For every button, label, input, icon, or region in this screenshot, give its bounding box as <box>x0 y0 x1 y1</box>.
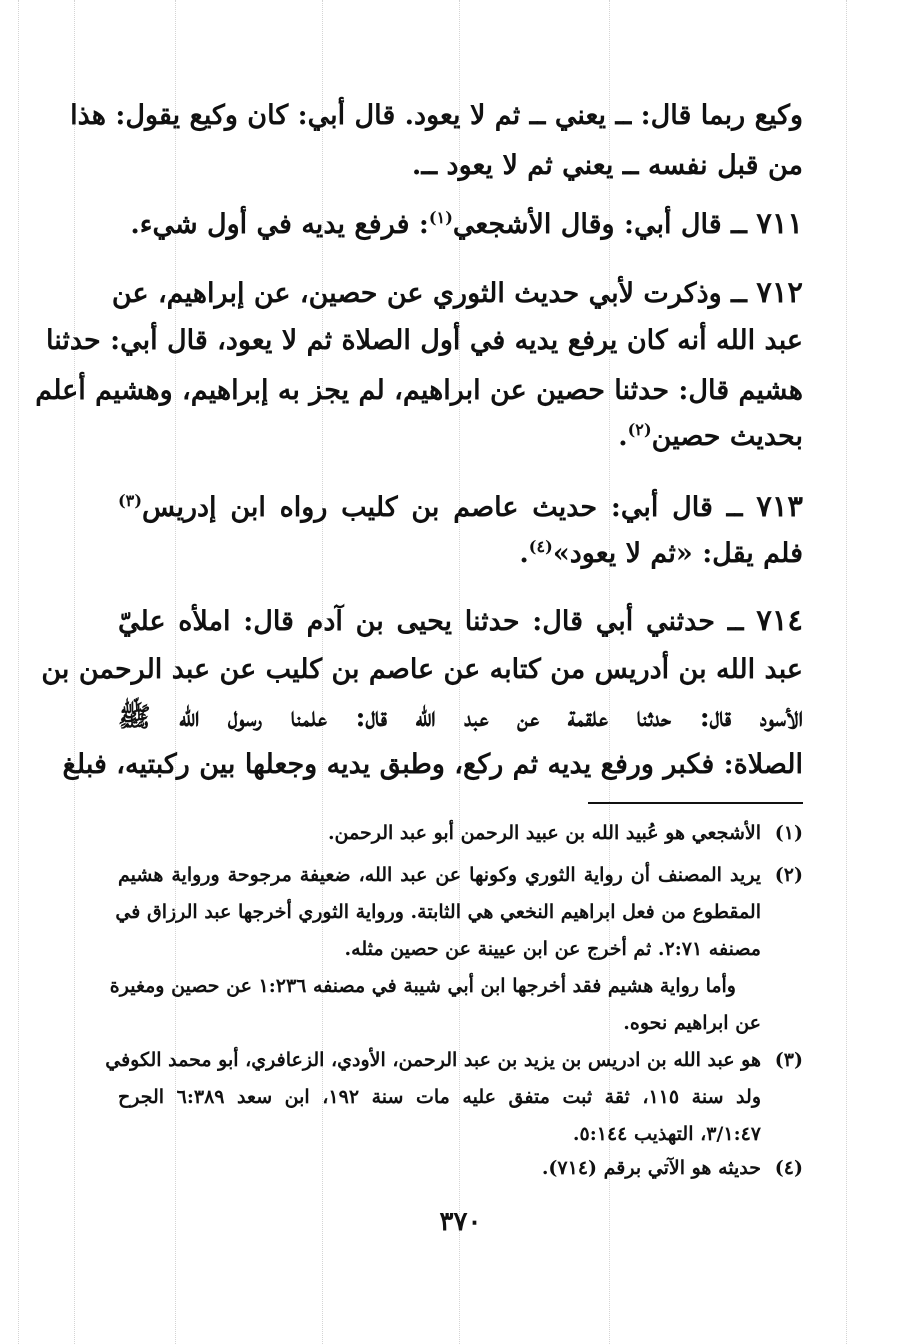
footnote-line: هو عبد الله بن ادريس بن يزيد بن عبد الرحمن، الأودي، الزعافري، أبو محمد الكوفي <box>105 1049 761 1071</box>
text-line: الأسود قال: حدثنا علقمة عن عبد الله قال: علمنا رسول الله ﷺ <box>118 702 803 733</box>
hadith-number: ٧١٢ <box>756 275 803 309</box>
text-line: هشيم قال: حدثنا حصين عن ابراهيم، لم يجز به إبراهيم، وهشيم أعلم <box>35 375 803 406</box>
text-line <box>118 417 803 457</box>
hadith-714 <box>118 600 803 642</box>
text-line: من قبل نفسه ــ يعني ثم لا يعود ــ. <box>411 150 803 181</box>
text-span: ــ وذكرت لأبي حديث الثوري عن حصين، عن إبراهيم، عن <box>111 278 747 309</box>
footnote-number: (١) <box>774 822 803 844</box>
text-span: . <box>519 538 529 569</box>
text-span: ــ حدثني أبي قال: حدثنا يحيى بن آدم قال: املأه عليّ <box>118 606 744 637</box>
text-span: ــ قال أبي: حديث عاصم بن كليب رواه ابن إدريس <box>142 492 743 523</box>
text-span: . <box>618 421 628 452</box>
page-number: ٣٧٠ <box>439 1207 482 1237</box>
footnote-line: وأما رواية هشيم فقد أخرجها ابن أبي شيبة في مصنفه ١:٢٣٦ عن حصين ومغيرة <box>109 975 736 997</box>
text-line: عبد الله أنه كان يرفع يديه في أول الصلاة ثم لا يعود، قال أبي: حدثنا <box>45 325 803 356</box>
text-span: : فرفع يديه في أول شيء. <box>130 209 429 240</box>
hadith-712 <box>111 272 803 314</box>
hadith-number: ٧١٤ <box>756 603 803 637</box>
footnote-number: (٤) <box>774 1157 803 1179</box>
footnote-line: ولد سنة ١١٥، ثقة ثبت متفق عليه مات سنة ١٩٢، ابن سعد ٦:٣٨٩ الجرح <box>118 1086 761 1108</box>
hadith-713 <box>118 486 803 528</box>
text-span: بحديث حصين <box>651 421 803 452</box>
footnote-line: حديثه هو الآتي برقم (٧١٤). <box>541 1157 761 1179</box>
hadith-711 <box>118 203 803 245</box>
footnote-line: الأشجعي هو عُبيد الله بن عبيد الرحمن أبو عبد الرحمن. <box>327 822 761 844</box>
footnote-number: (٣) <box>774 1049 803 1071</box>
footnote-line: عن ابراهيم نحوه. <box>623 1012 761 1034</box>
text-line: عبد الله بن أدريس من كتابه عن عاصم بن كليب عن عبد الرحمن بن <box>41 654 803 685</box>
text-line <box>118 534 803 574</box>
footnote-marker: (٤) <box>528 537 553 556</box>
hadith-number: ٧١٣ <box>756 489 804 523</box>
footnote-line: يريد المصنف أن رواية الثوري وكونها عن عبد الله، ضعيفة مرجوحة ورواية هشيم <box>118 864 761 886</box>
footnote-line: المقطوع من فعل ابراهيم النخعي هي الثابتة. ورواية الثوري أخرجها عبد الرزاق في <box>115 901 761 923</box>
text-line: الصلاة: فكبر ورفع يديه ثم ركع، وطبق يديه وجعلها بين ركبتيه، فبلغ <box>62 749 803 780</box>
footnote-marker: (٢) <box>627 420 652 439</box>
footnote-line: مصنفه ٢:٧١. ثم أخرج عن ابن عيينة عن حصين مثله. <box>344 938 761 960</box>
hadith-number: ٧١١ <box>756 206 803 240</box>
footnote-number: (٢) <box>774 864 803 886</box>
text-span: ــ قال أبي: وقال الأشجعي <box>452 209 747 240</box>
footnote-line: ٣/١:٤٧، التهذيب ٥:١٤٤. <box>572 1123 761 1145</box>
footnote-marker: (٣) <box>118 491 143 510</box>
footnote-marker: (١) <box>428 208 453 227</box>
text-line: وكيع ربما قال: ــ يعني ــ ثم لا يعود. قال أبي: كان وكيع يقول: هذا <box>70 100 803 131</box>
text-span: فلم يقل: «ثم لا يعود» <box>552 538 803 569</box>
footnote-divider <box>588 802 803 804</box>
